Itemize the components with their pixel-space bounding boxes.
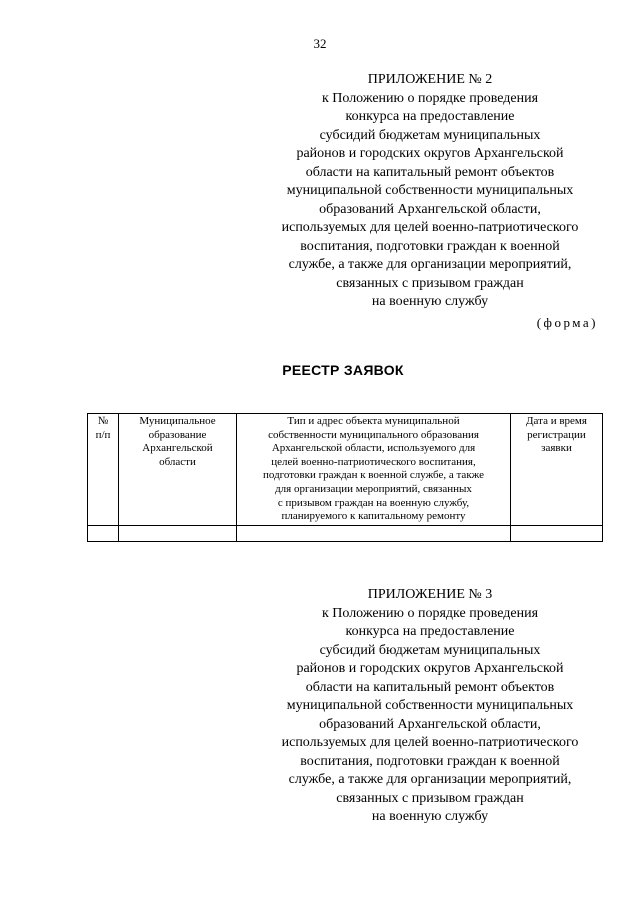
appendix-3-line: воспитания, подготовки граждан к военной (300, 753, 560, 769)
appendix-3-line: на военную службу (371, 809, 489, 824)
table-cell (237, 525, 511, 541)
appendix-2-line: к Положению о порядке проведения (321, 90, 539, 106)
appendix-2-heading (250, 71, 610, 312)
appendix-2-line: области на капитальный ремонт объектов (305, 164, 555, 180)
appendix-3-line: связанных с призывом граждан (336, 790, 524, 806)
table-header-row (88, 414, 603, 526)
appendix-3-line: конкурса на предоставление (345, 624, 515, 639)
appendix-3-line: используемых для целей военно-патриотического (281, 735, 579, 750)
header-registration-datetime: Дата и время регистрации заявки (511, 414, 603, 526)
table-cell (119, 525, 237, 541)
appendix-3-line: службе, а также для организации мероприятий, (288, 772, 572, 787)
table-row (88, 525, 603, 541)
appendix-3-line: области на капитальный ремонт объектов (305, 679, 555, 695)
table-cell (88, 525, 119, 541)
appendix-3-line: муниципальной собственности муниципальных (286, 698, 574, 713)
page-number: 32 (313, 36, 327, 51)
appendix-3-title: ПРИЛОЖЕНИЕ № 3 (367, 587, 493, 602)
table-cell (511, 525, 603, 541)
appendix-2-line: образований Архангельской области, (319, 201, 541, 217)
header-municipality: Муниципальное образование Архангельской области (119, 414, 237, 526)
form-label: (форма) (536, 315, 598, 330)
appendix-3-heading (250, 586, 610, 827)
appendix-2-line: связанных с призывом граждан (336, 275, 524, 291)
header-number: № п/п (88, 414, 119, 526)
appendix-3-line: к Положению о порядке проведения (321, 605, 539, 621)
appendix-3-line: образований Архангельской области, (319, 716, 541, 732)
appendix-3-line: районов и городских округов Архангельской (296, 661, 564, 676)
appendix-2-line: районов и городских округов Архангельской (296, 146, 564, 161)
appendix-3-line: субсидий бюджетам муниципальных (319, 642, 541, 658)
appendix-2-line: конкурса на предоставление (345, 109, 515, 124)
appendix-2-line: муниципальной собственности муниципальных (286, 183, 574, 198)
appendix-2-line: службе, а также для организации мероприятий, (288, 257, 572, 272)
appendix-2-line: используемых для целей военно-патриотического (281, 220, 579, 235)
header-object-type-address: Тип и адрес объекта муниципальной собственности муниципального образования Архангельской области, используемого для целей военно-патриотического воспитания, подготовки граждан к военной службе, а также для организации мероприятий, связанных с призывом граждан на военную службу, планируемого к капитальному ремонту (237, 414, 511, 526)
appendix-2-line: субсидий бюджетам муниципальных (319, 127, 541, 143)
registry-table (87, 413, 603, 542)
registry-title: РЕЕСТР ЗАЯВОК (282, 362, 404, 378)
appendix-2-line: на военную службу (371, 294, 489, 309)
appendix-2-title: ПРИЛОЖЕНИЕ № 2 (367, 72, 493, 87)
appendix-2-line: воспитания, подготовки граждан к военной (300, 238, 560, 254)
